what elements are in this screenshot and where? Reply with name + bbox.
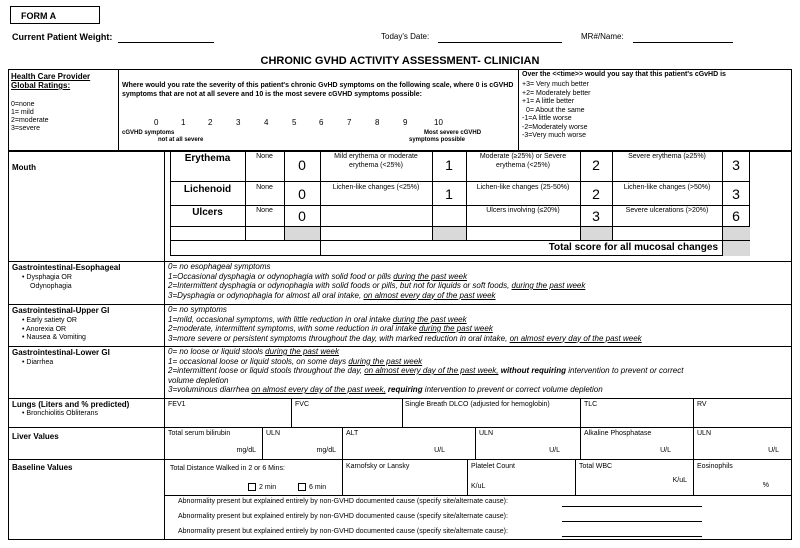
gi-option-timeframe: during the past week [348, 356, 423, 366]
ratings-head-1: Health Care Provider [11, 72, 91, 81]
wbc-label: Total WBC [579, 463, 613, 470]
gi-option[interactable] [168, 385, 788, 395]
mouth-desc: Severe erythema (≥25%) [628, 153, 706, 160]
severity-scale[interactable] [150, 118, 450, 128]
scale-num[interactable]: 1 [181, 118, 186, 127]
change-question: Over the <<time>> would you say that this patient's cGvHD is [522, 71, 726, 78]
bilirubin-field[interactable] [168, 430, 260, 457]
gi-upper-options[interactable] [168, 305, 788, 343]
uln-unit: U/L [768, 447, 779, 454]
checkbox[interactable] [298, 483, 306, 491]
scale-num[interactable]: 7 [347, 118, 352, 127]
walk-distance-label: Total Distance Walked in 2 or 6 Mins: [170, 465, 285, 472]
wbc-unit: K/uL [672, 477, 687, 484]
gi-bullet-text: Nausea & Vomiting [26, 334, 86, 341]
change-option[interactable]: 0= About the same [526, 106, 585, 114]
mouth-desc: Ulcers involving (≤20%) [486, 207, 560, 214]
dlco-label: Single Breath DLCO (adjusted for hemoglobin) [405, 401, 550, 408]
walk-6min-option[interactable] [298, 483, 326, 492]
gi-option-timeframe: during the past week [419, 324, 493, 333]
gi-option-timeframe: during the past week [265, 347, 339, 356]
gi-option-text: 0= no esophageal symptoms [168, 262, 271, 271]
uln-label: ULN [266, 430, 281, 437]
alt-label: ALT [346, 430, 359, 437]
change-option[interactable]: +2= Moderately better [522, 89, 591, 97]
mouth-none: None [256, 153, 273, 160]
gi-esophageal-options[interactable] [168, 262, 788, 300]
scale-num[interactable]: 8 [375, 118, 380, 127]
gi-option[interactable] [168, 366, 788, 376]
gi-option-text: volume depletion [168, 375, 229, 385]
mr-field[interactable] [633, 42, 733, 43]
gi-option-timeframe: during the past week [511, 281, 586, 290]
abnormality-field[interactable] [562, 521, 702, 522]
mouth-score[interactable]: 3 [732, 186, 740, 202]
walk-6min-label: 6 min [309, 483, 327, 491]
walk-2min-option[interactable] [248, 483, 276, 492]
change-option[interactable]: -1=A little worse [522, 115, 572, 122]
gi-option[interactable] [168, 324, 788, 334]
bilirubin-uln-field[interactable] [266, 430, 340, 457]
mouth-score[interactable]: 1 [445, 157, 453, 173]
ratings-head-2: Global Ratings: [11, 81, 71, 90]
checkbox[interactable] [248, 483, 256, 491]
mouth-row-name: Ulcers [192, 207, 223, 218]
mouth-row-name: Lichenoid [183, 184, 232, 195]
lungs-title: Lungs (Liters and % predicted) [12, 400, 130, 409]
ratings-scale-3: 3=severe [11, 125, 40, 132]
gi-option-cont [168, 376, 788, 386]
mouth-score[interactable]: 2 [592, 157, 600, 173]
lungs-bullet: • Bronchiolitis Obliterans [22, 410, 98, 417]
bilirubin-unit: mg/dL [236, 447, 256, 454]
mouth-desc: Moderate (≥25%) or Severe erythema (<25%) [479, 153, 567, 169]
left-anchor-1: cGVHD symptoms [122, 130, 175, 136]
alk-uln-field[interactable] [697, 430, 789, 457]
page-title: CHRONIC GVHD ACTIVITY ASSESSMENT- CLINICIAN [260, 55, 540, 67]
abnormality-field[interactable] [562, 506, 702, 507]
mouth-score[interactable]: 3 [592, 208, 600, 224]
mouth-score[interactable]: 0 [298, 208, 306, 224]
alt-uln-field[interactable] [479, 430, 578, 457]
alk-phos-field[interactable] [584, 430, 691, 457]
gi-esophageal-bullet: • Dysphagia OR [22, 274, 72, 281]
gi-option-text: 0= no loose or liquid stools [168, 347, 266, 356]
abnormality-label: Abnormality present but explained entirely by non-GVHD documented cause (specify site/alternate cause): [178, 513, 508, 520]
lungs-bullet-text: Bronchiolitis Obliterans [26, 410, 98, 417]
mouth-desc: Severe ulcerations (>20%) [625, 207, 709, 214]
mucosal-total-label: Total score for all mucosal changes [548, 242, 718, 253]
mouth-score[interactable]: 1 [445, 186, 453, 202]
scale-num[interactable]: 2 [208, 118, 213, 127]
gi-option-text: 3=voluminous diarrhea [168, 385, 252, 394]
scale-num[interactable]: 6 [319, 118, 324, 127]
change-option[interactable]: -2=Moderately worse [522, 123, 588, 131]
tlc-label: TLC [584, 401, 598, 408]
baseline-title: Baseline Values [12, 463, 73, 472]
gi-option[interactable] [168, 357, 788, 367]
fev1-field[interactable] [168, 401, 288, 425]
mouth-row-name: Erythema [184, 153, 231, 164]
rv-field[interactable] [697, 401, 789, 425]
right-anchor-1: Most severe cGVHD [424, 130, 482, 136]
gi-option[interactable] [168, 347, 788, 357]
platelet-unit: K/uL [471, 483, 486, 490]
rv-label: RV [697, 401, 707, 408]
mouth-desc: Lichen-like changes (<25%) [332, 184, 420, 191]
fvc-label: FVC [295, 401, 309, 408]
fev1-label: FEV1 [168, 401, 186, 408]
gi-upper-bullet: • Nausea & Vomiting [22, 334, 86, 341]
gi-option-timeframe: during the past week [393, 271, 468, 281]
gi-option-emphasis: without requiring [498, 366, 567, 375]
scale-num[interactable]: 0 [154, 118, 159, 127]
date-label: Today's Date: [381, 32, 430, 41]
mouth-score[interactable]: 3 [732, 157, 740, 173]
abnormality-label: Abnormality present but explained entirely by non-GVHD documented cause (specify site/alternate cause): [178, 528, 508, 535]
mouth-score[interactable]: 0 [298, 157, 306, 173]
eosinophils-label: Eosinophils [697, 463, 733, 470]
gi-esophageal-title: Gastrointestinal-Esophageal [12, 263, 121, 272]
liver-title: Liver Values [12, 432, 59, 441]
gi-option[interactable] [168, 281, 788, 291]
severity-question: Where would you rate the severity of this patient's chronic GvHD symptoms on the following scale, where 0 is cGVHD symptoms that are not at all severe and 10 is the most severe cGVHD symptoms possible: [122, 82, 514, 98]
mouth-desc: Mild erythema or moderate erythema (<25%) [334, 153, 418, 169]
walk-2min-label: 2 min [259, 483, 277, 491]
gi-option-text: intervention to prevent or correct [566, 366, 684, 375]
alk-phos-unit: U/L [660, 447, 671, 454]
gi-option-timeframe: on almost every day of the past week [509, 333, 642, 343]
gi-bullet-text: Early satiety OR [26, 317, 77, 324]
platelet-label: Platelet Count [471, 463, 515, 470]
right-anchor-2: symptoms possible [409, 137, 466, 143]
tlc-field[interactable] [584, 401, 690, 425]
mouth-label: Mouth [12, 163, 36, 172]
date-field[interactable] [438, 42, 562, 43]
mr-label: MR#/Name: [581, 32, 624, 41]
form-label: FORM A [10, 6, 100, 24]
scale-num[interactable]: 9 [403, 118, 408, 127]
dlco-field[interactable] [405, 401, 577, 425]
scale-num[interactable]: 4 [264, 118, 269, 127]
fvc-field[interactable] [295, 401, 399, 425]
mouth-none: None [256, 184, 273, 191]
uln-label: ULN [479, 430, 494, 437]
gi-option-text: 2=Intermittent dysphagia or odynophagia with solid foods or pills, but not for liquids or soft foods, [168, 281, 512, 290]
platelet-field[interactable] [471, 463, 573, 493]
mouth-score[interactable]: 0 [298, 186, 306, 202]
gi-bullet-text: Diarrhea [26, 359, 54, 366]
alt-field[interactable] [346, 430, 473, 457]
karnofsky-label: Karnofsky or Lansky [346, 463, 410, 470]
gi-option-text: 1=mild, occasional symptoms, with little reduction in oral intake [168, 314, 393, 324]
ratings-scale-1: 1= mild [11, 109, 34, 116]
gi-upper-title: Gastrointestinal-Upper GI [12, 306, 110, 315]
gi-option-text: 0= no symptoms [168, 305, 227, 314]
gi-option-timeframe: on almost every day of the past week [363, 290, 496, 300]
karnofsky-field[interactable] [346, 463, 464, 493]
gi-option-text: 1=Occasional dysphagia or odynophagia with solid food or pills [168, 271, 394, 281]
eosinophils-field[interactable] [697, 463, 789, 493]
gi-option[interactable] [168, 262, 788, 272]
change-option[interactable]: +1= A little better [522, 98, 575, 105]
gi-bullet-text: Odynophagia [30, 283, 72, 290]
gi-lower-options[interactable] [168, 347, 788, 395]
abnormality-field[interactable] [562, 536, 702, 537]
gi-option-text: 3=Dysphagia or odynophagia for almost all oral intake, [168, 290, 364, 300]
scale-num[interactable]: 5 [292, 118, 297, 127]
gi-lower-bullet: • Diarrhea [22, 359, 54, 366]
gi-option-text: 2=moderate, intermittent symptoms, with some reduction in oral intake [168, 324, 419, 333]
left-anchor-2: not at all severe [158, 137, 204, 143]
wbc-field[interactable] [579, 463, 691, 493]
gi-option-text: intervention to prevent or correct volume depletion [422, 385, 603, 394]
gi-option-text: 2=intermittent loose or liquid stools throughout the day, [168, 366, 365, 375]
gi-option-timeframe: on almost every day of the past week, [251, 385, 386, 394]
gi-option-emphasis: requiring [385, 385, 423, 394]
abnormality-label: Abnormality present but explained entirely by non-GVHD documented cause (specify site/alternate cause): [178, 498, 508, 505]
alt-unit: U/L [434, 447, 445, 454]
gi-option-timeframe: during the past week [392, 314, 467, 324]
gi-option[interactable] [168, 315, 788, 325]
gi-upper-bullet: • Early satiety OR [22, 317, 77, 324]
gi-upper-bullet: • Anorexia OR [22, 325, 67, 333]
gi-lower-title: Gastrointestinal-Lower GI [12, 348, 110, 357]
mouth-score[interactable]: 6 [732, 208, 740, 224]
gi-option[interactable] [168, 291, 788, 301]
patient-weight-field[interactable] [118, 42, 214, 43]
gi-option[interactable] [168, 305, 788, 315]
gi-bullet-text: Dysphagia OR [26, 274, 72, 281]
change-option[interactable]: -3=Very much worse [522, 132, 586, 139]
gi-option-text: 1= occasional loose or liquid stools, on some days [168, 356, 349, 366]
uln-unit: U/L [549, 447, 560, 454]
mouth-desc: Lichen-like changes (>50%) [623, 184, 711, 191]
mouth-score[interactable]: 2 [592, 186, 600, 202]
mouth-none: None [256, 207, 273, 214]
mouth-desc: Lichen-like changes (25-50%) [476, 184, 570, 191]
scale-num[interactable]: 10 [434, 118, 443, 127]
gi-option-text: 3=more severe or persistent symptoms throughout the day, with marked reduction in oral intake, [168, 333, 510, 343]
uln-label: ULN [697, 430, 712, 437]
gi-option[interactable] [168, 272, 788, 282]
ratings-scale-0: 0=none [11, 101, 35, 108]
ratings-scale-2: 2=moderate [11, 117, 49, 124]
change-option[interactable]: +3= Very much better [522, 81, 589, 88]
scale-num[interactable]: 3 [236, 118, 241, 127]
eosinophils-unit: % [762, 482, 769, 489]
uln-unit: mg/dL [316, 447, 336, 454]
gi-option[interactable] [168, 334, 788, 344]
gi-option-timeframe: on almost every day of the past week, [364, 366, 499, 375]
gi-bullet-text: Anorexia OR [26, 325, 67, 333]
bilirubin-label: Total serum bilirubin [168, 430, 231, 437]
patient-weight-label: Current Patient Weight: [12, 32, 113, 42]
alk-phos-label: Alkaline Phosphatase [584, 430, 652, 437]
